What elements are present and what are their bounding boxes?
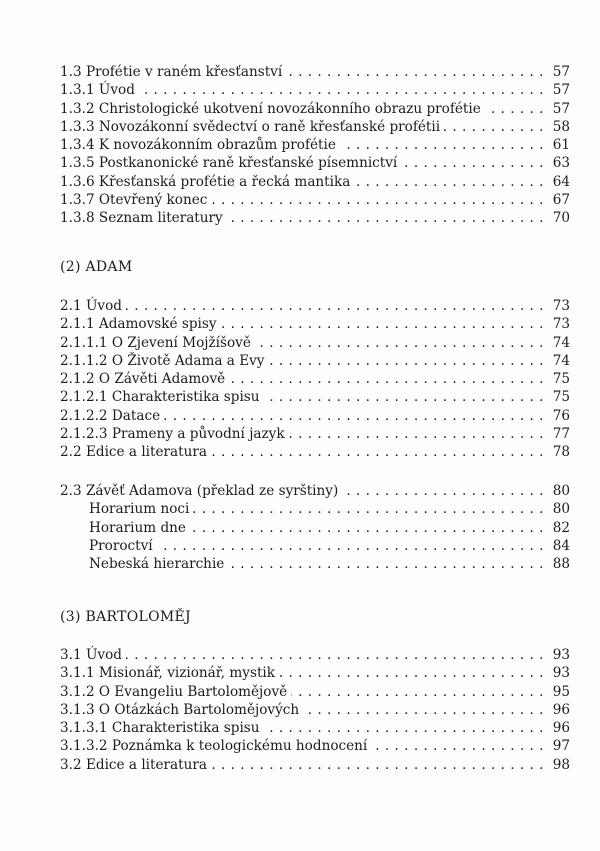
dot-leader	[354, 173, 544, 191]
toc-entry-title: 2.1 Úvod	[60, 298, 122, 314]
toc-entry-title: 2.1.2.3 Prameny a původní jazyk	[60, 426, 285, 443]
toc-entry-page: 96	[552, 701, 570, 718]
dot-leader	[291, 683, 544, 701]
toc-entry-page: 84	[552, 537, 570, 554]
dot-leader	[139, 81, 544, 99]
toc-block-2	[60, 297, 570, 462]
toc-entry-title: 1.3.8 Seznam literatury	[60, 210, 223, 227]
dot-leader	[190, 519, 544, 537]
toc-entry	[60, 519, 570, 537]
toc-entry	[60, 701, 570, 719]
toc-entry-title: Proroctví	[89, 537, 153, 554]
toc-entry-title: 1.3 Profétie v raném křesťanství	[60, 64, 283, 80]
toc-entry-title: 3.1.2 O Evangeliu Bartolomějově	[60, 683, 288, 700]
chapter-heading-bartolomej: (3) BARTOLOMĚJ	[60, 609, 191, 625]
toc-entry-page: 64	[552, 173, 570, 190]
dot-leader	[157, 537, 544, 555]
toc-entry-title: 1.3.2 Christologické ukotvení novozákonního obrazu profétie	[60, 100, 481, 117]
toc-entry-page: 67	[552, 192, 570, 209]
toc-entry	[60, 388, 570, 406]
toc-entry-title: 3.1 Úvod	[60, 647, 122, 663]
dot-leader	[255, 334, 544, 352]
toc-entry-title: 1.3.3 Novozákonní svědectví o raně křesťanské profétii	[60, 118, 441, 135]
toc-block-2-3	[60, 482, 570, 573]
dot-leader	[444, 118, 544, 136]
toc-entry	[60, 352, 570, 370]
toc-entry-title: 2.2 Edice a literatura	[60, 444, 207, 461]
toc-entry	[60, 173, 570, 191]
toc-entry-title: 1.3.4 K novozákonním obrazům profétie	[60, 137, 336, 154]
toc-entry-page: 75	[552, 389, 570, 406]
toc-entry	[60, 407, 570, 425]
toc-entry	[60, 719, 570, 737]
toc-entry-title: 1.3.1 Úvod	[60, 82, 135, 99]
dot-leader	[401, 154, 544, 172]
toc-entry-title: 3.1.3 O Otázkách Bartolomějových	[60, 701, 300, 718]
toc-entry	[60, 370, 570, 388]
toc-entry	[60, 500, 570, 518]
toc-entry	[60, 118, 570, 136]
toc-block-3	[60, 646, 570, 774]
dot-leader	[126, 297, 544, 315]
dot-leader	[264, 388, 544, 406]
toc-entry-page: 78	[552, 444, 570, 461]
toc-entry-page: 95	[552, 683, 570, 700]
dot-leader	[286, 63, 544, 81]
toc-entry-page: 93	[552, 665, 570, 682]
toc-entry-page: 74	[552, 334, 570, 351]
dot-leader	[485, 100, 544, 118]
toc-entry-page: 75	[552, 371, 570, 388]
toc-entry	[60, 315, 570, 333]
toc-entry-page: 57	[552, 64, 570, 80]
toc-entry-title: Nebeská hierarchie	[89, 556, 225, 573]
toc-entry-title: 3.1.3.2 Poznámka k teologickému hodnocení	[60, 738, 368, 755]
dot-leader	[227, 209, 544, 227]
toc-entry-page: 98	[552, 756, 570, 773]
toc-entry-title: 1.3.5 Postkanonické raně křesťanské písemnictví	[60, 155, 398, 172]
toc-entry-page: 97	[552, 738, 570, 755]
toc-entry-page: 57	[552, 100, 570, 117]
toc-entry-page: 61	[552, 137, 570, 154]
toc-entry	[60, 100, 570, 118]
toc-entry-page: 76	[552, 407, 570, 424]
toc-entry-page: 82	[552, 519, 570, 536]
dot-leader	[193, 500, 544, 518]
dot-leader	[228, 555, 544, 573]
toc-entry-page: 63	[552, 155, 570, 172]
toc-entry-page: 93	[552, 647, 570, 663]
toc-entry	[60, 334, 570, 352]
toc-entry-page: 73	[552, 316, 570, 333]
toc-entry-page: 57	[552, 82, 570, 99]
chapter-heading-adam: (2) ADAM	[60, 259, 133, 275]
toc-entry-page: 80	[552, 483, 570, 499]
toc-entry	[60, 737, 570, 755]
dot-leader	[211, 443, 544, 461]
toc-entry-page: 73	[552, 298, 570, 314]
toc-entry-title: 1.3.7 Otevřený konec	[60, 192, 208, 209]
toc-entry-title: 2.1.1 Adamovské spisy	[60, 316, 217, 333]
toc-entry	[60, 555, 570, 573]
toc-entry-title: 3.1.1 Misionář, vizionář, mystik	[60, 665, 276, 682]
toc-entry	[60, 136, 570, 154]
toc-entry	[60, 756, 570, 774]
toc-entry	[60, 443, 570, 461]
dot-leader	[279, 664, 544, 682]
toc-entry-page: 74	[552, 352, 570, 369]
toc-entry-page: 88	[552, 556, 570, 573]
toc-entry-title: 1.3.6 Křesťanská profétie a řecká mantika	[60, 173, 351, 190]
toc-entry	[60, 664, 570, 682]
toc-entry-page: 80	[552, 501, 570, 518]
dot-leader	[303, 701, 544, 719]
toc-entry-title: 3.1.3.1 Charakteristika spisu	[60, 720, 260, 737]
toc-entry	[60, 482, 570, 500]
dot-leader	[342, 482, 544, 500]
dot-leader	[264, 719, 544, 737]
toc-entry	[60, 683, 570, 701]
toc-entry	[60, 297, 570, 315]
toc-entry-title: 2.1.2.2 Datace	[60, 407, 161, 424]
dot-leader	[371, 737, 544, 755]
toc-entry	[60, 63, 570, 81]
toc-entry-title: 2.3 Závěť Adamova (překlad ze syrštiny)	[60, 483, 339, 499]
toc-entry-title: 2.1.2 O Závěti Adamově	[60, 371, 226, 388]
dot-leader	[289, 425, 544, 443]
toc-entry-title: 2.1.1.2 O Životě Adama a Evy	[60, 352, 265, 369]
toc-entry	[60, 154, 570, 172]
toc-entry-title: 2.1.2.1 Charakteristika spisu	[60, 389, 260, 406]
toc-block-1-3	[60, 63, 570, 228]
dot-leader	[340, 136, 544, 154]
toc-entry-page: 70	[552, 210, 570, 227]
toc-entry	[60, 191, 570, 209]
toc-entry-title: Horarium noci	[89, 501, 190, 518]
dot-leader	[229, 370, 544, 388]
toc-entry-title: 2.1.1.1 O Zjevení Mojžíšově	[60, 334, 251, 351]
toc-entry-title: Horarium dne	[89, 519, 186, 536]
toc-entry	[60, 81, 570, 99]
dot-leader	[221, 315, 544, 333]
toc-entry	[60, 425, 570, 443]
toc-entry-page: 77	[552, 426, 570, 443]
toc-entry-title: 3.2 Edice a literatura	[60, 756, 207, 773]
toc-entry-page: 96	[552, 720, 570, 737]
toc-entry	[60, 646, 570, 664]
dot-leader	[126, 646, 544, 664]
dot-leader	[268, 352, 544, 370]
dot-leader	[211, 756, 544, 774]
toc-entry	[60, 537, 570, 555]
dot-leader	[164, 407, 544, 425]
toc-entry	[60, 209, 570, 227]
toc-entry-page: 58	[552, 118, 570, 135]
dot-leader	[211, 191, 544, 209]
